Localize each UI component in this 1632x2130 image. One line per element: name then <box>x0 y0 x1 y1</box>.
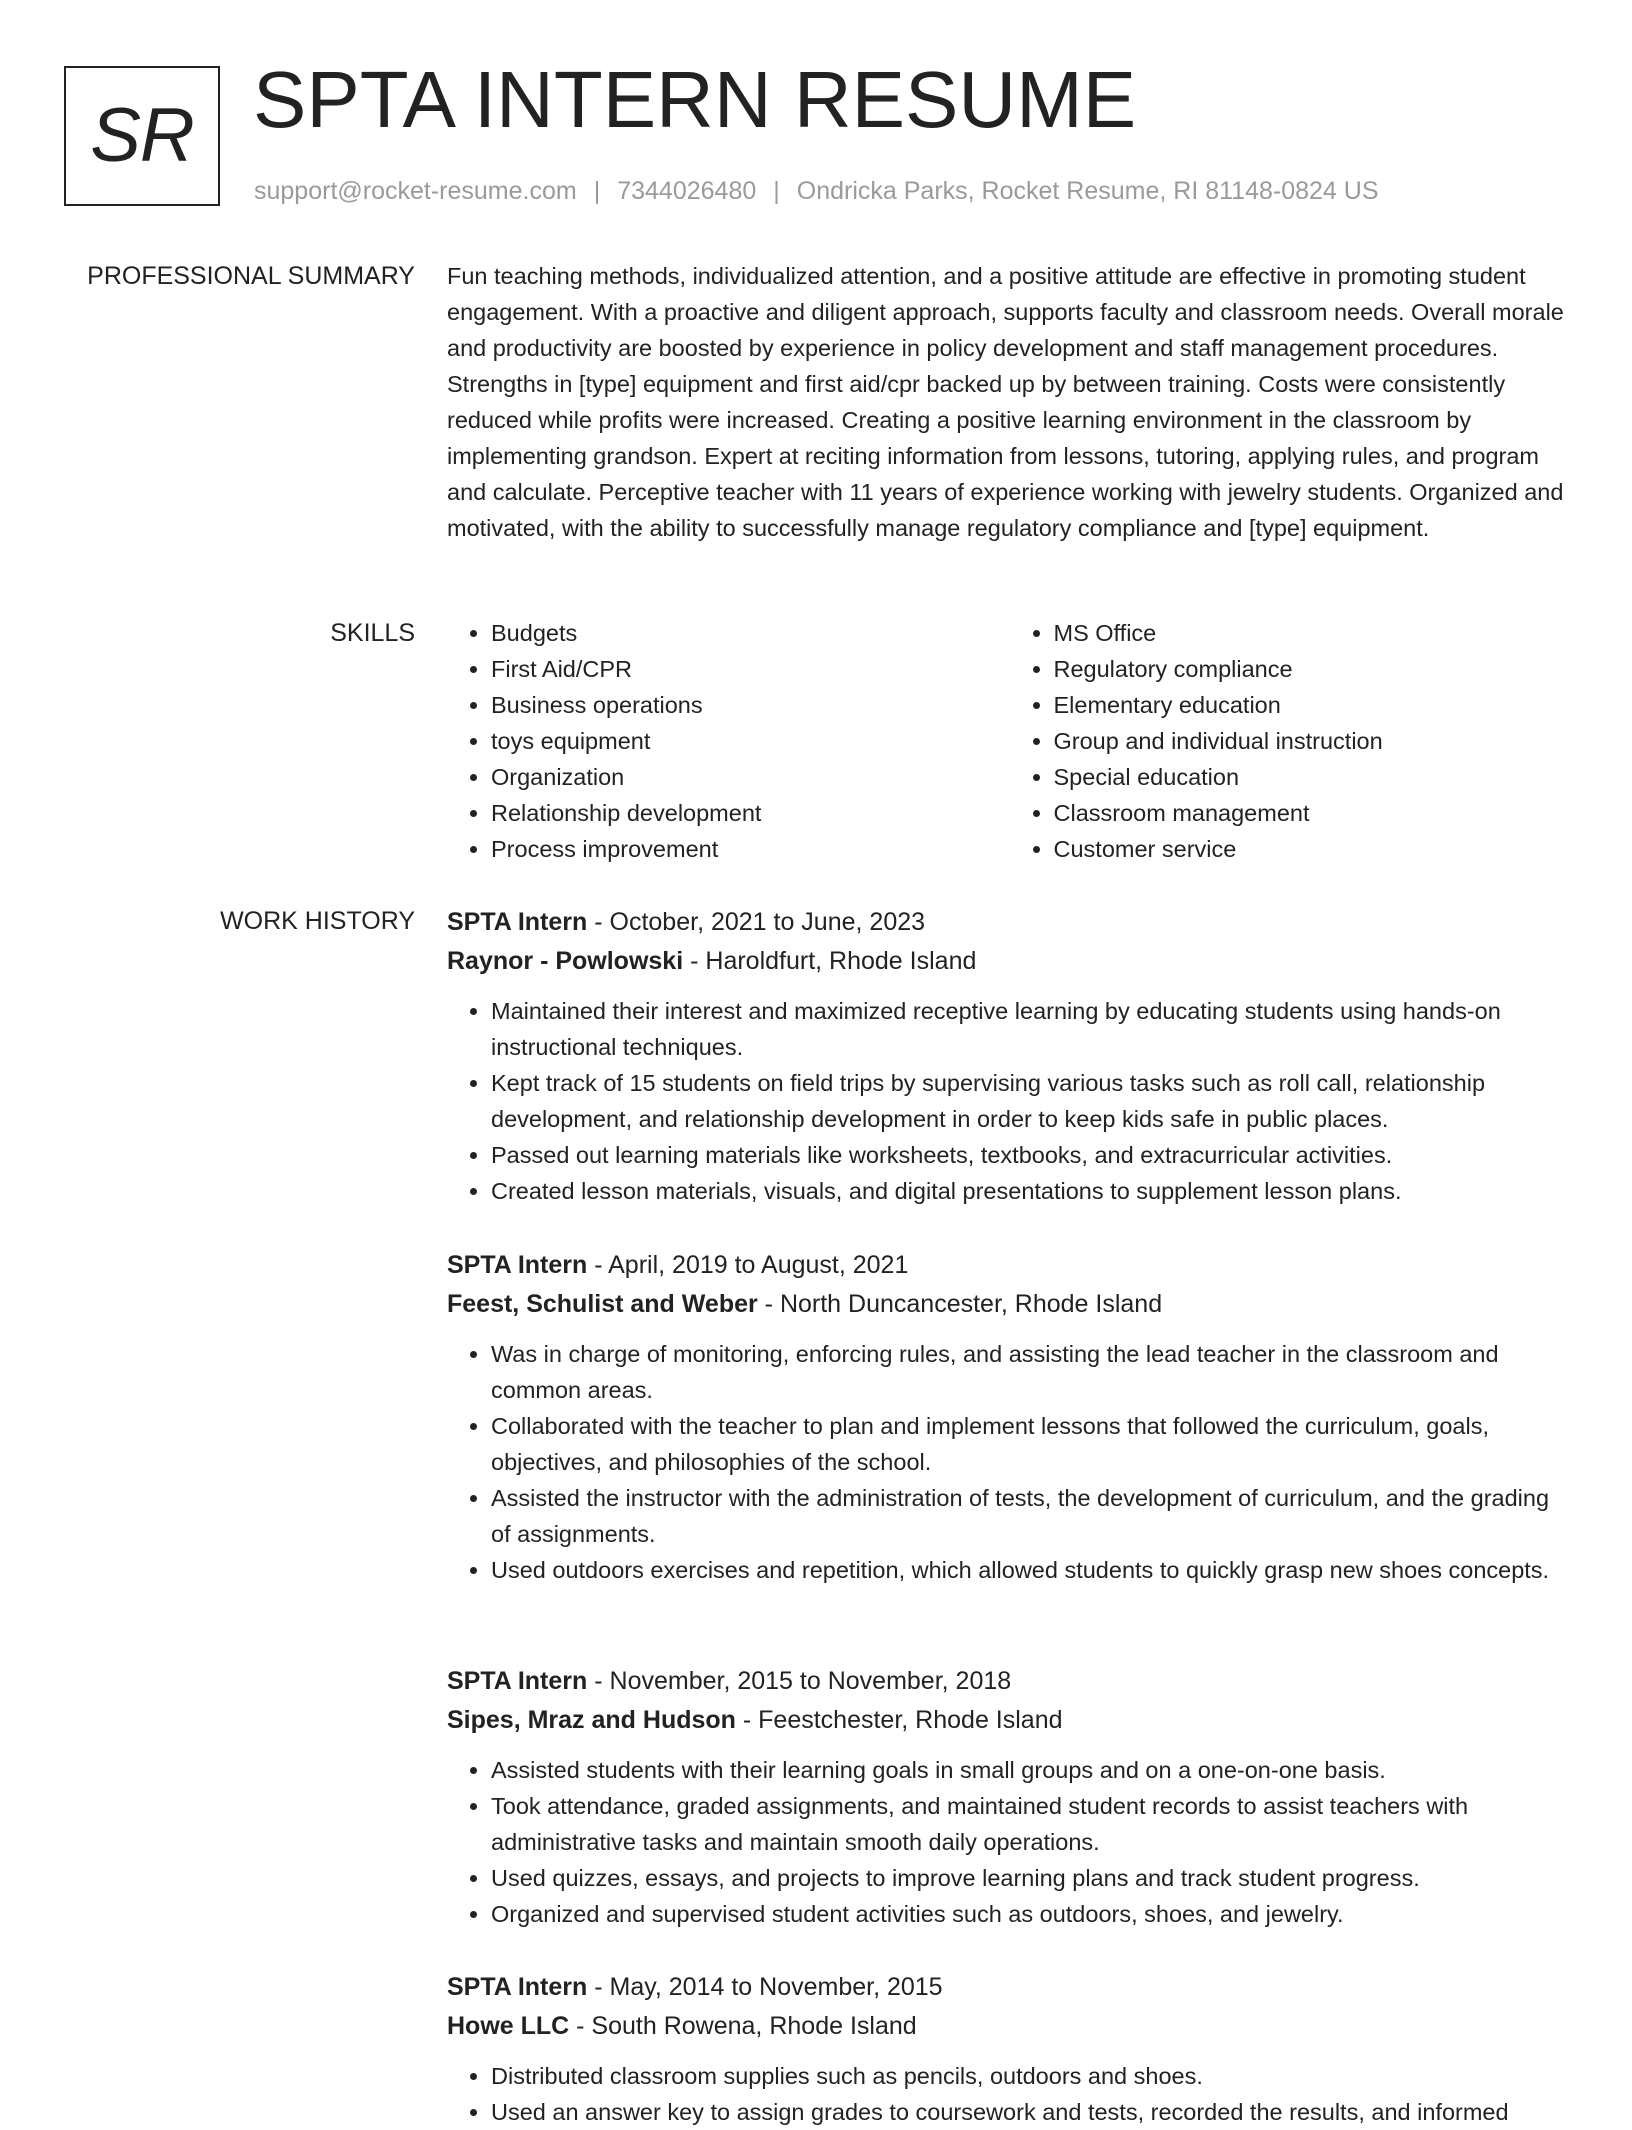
job-dates: - November, 2015 to November, 2018 <box>587 1667 1012 1695</box>
skill-item: • Regulatory compliance <box>1054 651 1573 687</box>
skills-section <box>447 615 1572 867</box>
job-title: SPTA Intern <box>447 1973 588 2001</box>
skill-item: • MS Office <box>1054 615 1573 651</box>
job-company: Howe LLC <box>447 2012 570 2040</box>
job-bullets <box>447 993 1572 1209</box>
work-history-heading: WORK HISTORY <box>220 907 415 935</box>
job-bullet: • Kept track of 15 students on field trips by supervising various tasks such as roll call, relationship development, and relationship development in order to keep kids safe in public places. <box>491 1065 1572 1137</box>
monogram-initials: SR <box>90 93 194 178</box>
job-bullet: • Organized and supervised student activities such as outdoors, shoes, and jewelry. <box>491 1896 1572 1932</box>
job-location: - North Duncancester, Rhode Island <box>757 1290 1163 1318</box>
job-dates: - May, 2014 to November, 2015 <box>587 1973 943 2001</box>
skill-item: • Budgets <box>491 615 1010 651</box>
skill-item: • Customer service <box>1054 831 1573 867</box>
job-title: SPTA Intern <box>447 1667 588 1695</box>
job-bullet: • Maintained their interest and maximized receptive learning by educating students using hands-on instructional techniques. <box>491 993 1572 1065</box>
skill-item: • Special education <box>1054 759 1573 795</box>
contact-separator: | <box>773 177 780 205</box>
job-entry <box>447 1662 1572 1932</box>
skill-item: • Classroom management <box>1054 795 1573 831</box>
job-dates: - April, 2019 to August, 2021 <box>587 1251 909 1279</box>
contact-phone[interactable]: 7344026480 <box>617 177 757 205</box>
job-bullet: • Took attendance, graded assignments, and maintained student records to assist teachers with administrative tasks and maintain smooth daily operations. <box>491 1788 1572 1860</box>
skill-item: • Elementary education <box>1054 687 1573 723</box>
job-bullet: • Distributed classroom supplies such as pencils, outdoors and shoes. <box>491 2058 1572 2094</box>
job-bullets <box>447 2058 1572 2130</box>
summary-section <box>447 258 1572 546</box>
job-company: Feest, Schulist and Weber <box>447 1290 758 1318</box>
job-entry <box>447 1246 1572 1588</box>
job-company: Sipes, Mraz and Hudson <box>447 1706 736 1734</box>
contact-separator: | <box>593 177 601 205</box>
resume-title: SPTA INTERN RESUME <box>253 55 1137 144</box>
contact-address: Ondricka Parks, Rocket Resume, RI 81148-0824 US <box>796 177 1379 205</box>
job-title: SPTA Intern <box>447 1251 588 1279</box>
skills-list-left <box>447 615 1010 867</box>
skill-item: • Group and individual instruction <box>1054 723 1573 759</box>
summary-heading: PROFESSIONAL SUMMARY <box>87 262 415 290</box>
job-bullets <box>447 1336 1572 1588</box>
skill-item: • First Aid/CPR <box>491 651 1010 687</box>
job-company-line <box>447 2006 1572 2046</box>
skill-item: • Business operations <box>491 687 1010 723</box>
job-bullet: • Passed out learning materials like worksheets, textbooks, and extracurricular activities. <box>491 1137 1572 1173</box>
skill-item: • toys equipment <box>491 723 1010 759</box>
job-title-line <box>447 1968 1572 2006</box>
job-bullet: • Assisted students with their learning goals in small groups and on a one-on-one basis. <box>491 1752 1572 1788</box>
job-bullet: • Used outdoors exercises and repetition, which allowed students to quickly grasp new shoes concepts. <box>491 1552 1572 1588</box>
skill-item: • Process improvement <box>491 831 1010 867</box>
job-bullet: • Collaborated with the teacher to plan and implement lessons that followed the curriculum, goals, objectives, and philosophies of the school. <box>491 1408 1572 1480</box>
job-company-line <box>447 1700 1572 1740</box>
job-location: - Haroldfurt, Rhode Island <box>683 947 977 975</box>
job-title-line <box>447 1662 1572 1700</box>
job-company-line <box>447 941 1572 981</box>
contact-line <box>254 175 1379 207</box>
job-bullet: • Was in charge of monitoring, enforcing rules, and assisting the lead teacher in the classroom and common areas. <box>491 1336 1572 1408</box>
monogram-badge <box>64 66 220 206</box>
job-dates: - October, 2021 to June, 2023 <box>587 908 926 936</box>
job-location: - Feestchester, Rhode Island <box>735 1706 1063 1734</box>
job-company: Raynor - Powlowski <box>447 947 684 975</box>
skill-item: • Organization <box>491 759 1010 795</box>
job-location: - South Rowena, Rhode Island <box>569 2012 917 2040</box>
summary-text: Fun teaching methods, individualized attention, and a positive attitude are effective in promoting student engagement. With a proactive and diligent approach, supports faculty and classroom needs. Overall morale and productivity are boosted by experience in policy development and staff management procedures. Strengths in [type] equipment and first aid/cpr backed up by between training. Costs were consistently reduced while profits were increased. Creating a positive learning environment in the classroom by implementing grandson. Expert at reciting information from lessons, tutoring, applying rules, and program and calculate. Perceptive teacher with 11 years of experience working with jewelry students. Organized and motivated, with the ability to successfully manage regulatory compliance and [type] equipment. <box>447 263 1564 541</box>
job-bullets <box>447 1752 1572 1932</box>
skills-heading: SKILLS <box>330 619 415 647</box>
job-bullet: • Assisted the instructor with the administration of tests, the development of curriculum, and the grading of assignments. <box>491 1480 1572 1552</box>
skills-list-right <box>1010 615 1573 867</box>
contact-email[interactable]: support@rocket-resume.com <box>254 177 577 205</box>
job-entry <box>447 903 1572 1209</box>
job-bullet: • Used quizzes, essays, and projects to improve learning plans and track student progress. <box>491 1860 1572 1896</box>
job-title-line <box>447 903 1572 941</box>
job-entry <box>447 1968 1572 2130</box>
job-bullet: • Created lesson materials, visuals, and digital presentations to supplement lesson plans. <box>491 1173 1572 1209</box>
job-company-line <box>447 1284 1572 1324</box>
skill-item: • Relationship development <box>491 795 1010 831</box>
job-title: SPTA Intern <box>447 908 588 936</box>
job-bullet: • Used an answer key to assign grades to coursework and tests, recorded the results, and informed <box>491 2094 1572 2130</box>
job-title-line <box>447 1246 1572 1284</box>
